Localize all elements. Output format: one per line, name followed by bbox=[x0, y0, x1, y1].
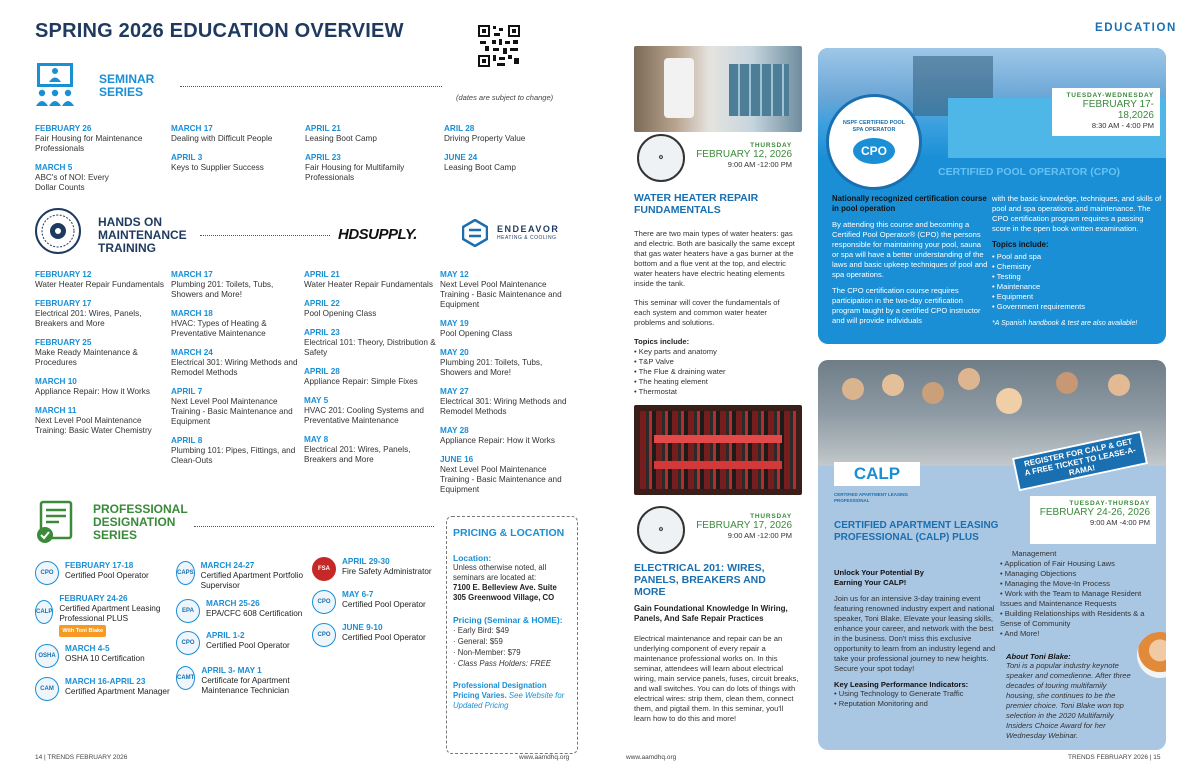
cpo-seal-icon bbox=[826, 94, 922, 190]
event-item[interactable] bbox=[440, 348, 574, 378]
cpo-topics bbox=[992, 252, 1162, 312]
pd-title: Fire Safety Administrator bbox=[342, 567, 432, 576]
hands-on-column-4 bbox=[440, 270, 574, 504]
event-item[interactable] bbox=[35, 270, 167, 290]
pd-pricing-note: Professional Designation Pricing Varies. bbox=[453, 681, 547, 700]
calp-item: • Managing Objections bbox=[1000, 569, 1160, 579]
pd-date: MAY 6-7 bbox=[342, 590, 374, 599]
event-date: MARCH 17 bbox=[171, 270, 213, 279]
event-title: Next Level Pool Maintenance Training - Basic Maintenance and Equipment bbox=[440, 280, 562, 309]
event-title: Electrical 301: Wiring Methods and Remodel Methods bbox=[440, 397, 567, 416]
electrical-title: ELECTRICAL 201: WIRES, PANELS, BREAKERS AND MORE bbox=[634, 562, 766, 598]
pd-column-1 bbox=[35, 561, 175, 701]
cpo-badge-icon: CPO bbox=[35, 561, 59, 585]
event-item[interactable] bbox=[305, 124, 437, 144]
seminar-column-2 bbox=[171, 124, 303, 182]
event-date: FEBRUARY 12, 2026 bbox=[696, 149, 792, 160]
event-date: FEBRUARY 25 bbox=[35, 338, 92, 347]
endeavor-sub: HEATING & COOLING bbox=[497, 235, 557, 241]
event-date: MARCH 17 bbox=[171, 124, 213, 133]
event-date: FEBRUARY 17-18,2026 bbox=[1082, 99, 1154, 121]
topic-item: • T&P Valve bbox=[634, 357, 796, 367]
calp-title: CERTIFIED APARTMENT LEASING PROFESSIONAL (CALP) PLUS bbox=[834, 520, 999, 543]
seminar-section-title bbox=[99, 73, 154, 99]
certificate-icon bbox=[35, 500, 77, 544]
indicator-item: • Reputation Monitoring and bbox=[834, 699, 996, 709]
event-item[interactable] bbox=[305, 153, 437, 183]
hands-on-title-line1: HANDS ON bbox=[98, 215, 163, 229]
event-time: 9:00 AM -12:00 PM bbox=[727, 531, 792, 540]
event-date: FEBRUARY 17 bbox=[35, 299, 92, 308]
event-date: JUNE 16 bbox=[440, 455, 474, 464]
event-title: Fair Housing for Multifamily Professionals bbox=[305, 163, 405, 182]
cpo-p1: By attending this course and becoming a Certified Pool Operator® (CPO) the persons responsible for maintaining your pool, sauna or spa will have a better understanding of the laws and basic upkeep techniques of pool and spa operations. bbox=[832, 220, 988, 279]
professional-section-title bbox=[93, 503, 188, 542]
hands-on-column-2 bbox=[171, 270, 303, 475]
register-banner[interactable]: REGISTER FOR CALP & GET A FREE TICKET TO LEASE-A-RAMA! bbox=[1012, 431, 1148, 492]
event-date: MARCH 10 bbox=[35, 377, 77, 386]
cpo-date-box bbox=[1052, 88, 1160, 136]
event-title: Plumbing 101: Pipes, Fittings, and Clean-Outs bbox=[171, 446, 296, 465]
event-date: MARCH 24 bbox=[171, 348, 213, 357]
event-item[interactable] bbox=[171, 270, 303, 300]
event-item[interactable] bbox=[35, 377, 167, 397]
event-item[interactable] bbox=[304, 270, 436, 290]
cpo-topics-heading: Topics include: bbox=[992, 240, 1049, 249]
cam-badge-icon: CAM bbox=[35, 677, 59, 701]
topic-item: • Government requirements bbox=[992, 302, 1162, 312]
event-time: 8:30 AM - 4:00 PM bbox=[1091, 121, 1154, 130]
pd-item[interactable] bbox=[176, 599, 308, 623]
event-day: THURSDAY bbox=[750, 142, 792, 149]
pricing-list bbox=[453, 625, 571, 669]
event-item[interactable] bbox=[35, 338, 167, 368]
topic-item: • Maintenance bbox=[992, 282, 1162, 292]
event-date: FEBRUARY 26 bbox=[35, 124, 92, 133]
event-item[interactable] bbox=[444, 124, 576, 144]
pd-title: Certified Pool Operator bbox=[342, 633, 426, 642]
calp-p1: Join us for an intensive 3-day training event featuring renowned industry expert and national speaker, Toni Blake. Elevate your leasing skills, enhance your career, and network with the best in the business. Don't miss this exclusive opportunity to learn from an industry legend and take your professional journey to new heights. Secure your spot today! bbox=[834, 594, 996, 673]
location-heading: Location: bbox=[453, 553, 492, 563]
calp-logo: CALP bbox=[834, 462, 920, 486]
qr-note: (dates are subject to change) bbox=[456, 93, 554, 102]
calp-logo-sub: CERTIFIED APARTMENT LEASING PROFESSIONAL bbox=[834, 492, 908, 503]
pd-date: MARCH 4-5 bbox=[65, 644, 110, 653]
electrical-body: Electrical maintenance and repair can be an underlying component of every repair a maintenance professional works on. In this seminar, attendees will learn about electrical wiring, main service panels, fuses, circuit breaks, and wall switches. You can do lots of things with electrical wires: strip them, clean them, connect them, and pigtail them. In this seminar, you'll learn how to do this and more! bbox=[634, 634, 799, 723]
water-heater-body bbox=[634, 229, 796, 397]
event-item[interactable] bbox=[35, 163, 167, 193]
cpo-badge-icon: CPO bbox=[312, 590, 336, 614]
professional-divider bbox=[194, 526, 434, 527]
footer-right-page: TRENDS FEBRUARY 2026 | 15 bbox=[1068, 754, 1161, 761]
price-general: · General: $59 bbox=[453, 636, 571, 647]
pd-item[interactable] bbox=[35, 677, 175, 701]
event-day: TUESDAY-WEDNESDAY bbox=[1066, 92, 1154, 99]
hd-supply-logo: HDSUPPLY. bbox=[338, 226, 417, 243]
event-title: HVAC: Types of Heating & Preventative Maintenance bbox=[171, 319, 267, 338]
professional-title-line1: PROFESSIONAL bbox=[93, 502, 188, 516]
event-title: Dealing with Difficult People bbox=[171, 134, 273, 143]
pricing-location-box bbox=[446, 516, 578, 754]
event-title: Next Level Pool Maintenance Training: Basic Water Chemistry bbox=[35, 416, 152, 435]
event-item[interactable] bbox=[304, 435, 436, 465]
event-date: APRIL 23 bbox=[304, 328, 340, 337]
event-item[interactable] bbox=[444, 153, 576, 173]
cpo-col2 bbox=[992, 194, 1162, 327]
cpo-note: *A Spanish handbook & test are also available! bbox=[992, 320, 1138, 327]
seminar-title-line1: SEMINAR bbox=[99, 72, 155, 86]
pd-item[interactable] bbox=[35, 561, 175, 585]
seminar-column-4 bbox=[444, 124, 576, 182]
event-item[interactable] bbox=[171, 124, 303, 144]
pd-column-2 bbox=[176, 561, 308, 696]
event-item[interactable] bbox=[171, 153, 303, 173]
pd-title: OSHA 10 Certification bbox=[65, 654, 145, 663]
water-heater-topics bbox=[634, 347, 796, 397]
event-item[interactable] bbox=[171, 436, 303, 466]
cpo-p3: with the basic knowledge, techniques, and skills of pool and spa operations and maintenance. The CPO certification program requires a passing score in the open book written examination. bbox=[992, 194, 1162, 233]
topic-item: • The Flue & draining water bbox=[634, 367, 796, 377]
pd-title: Certificate for Apartment Maintenance Technician bbox=[201, 676, 290, 695]
pd-date: APRIL 1-2 bbox=[206, 631, 245, 640]
topic-item: • Testing bbox=[992, 272, 1162, 282]
indicator-item: • Using Technology to Generate Traffic bbox=[834, 689, 996, 699]
toni-blake-tag: With Toni Blake bbox=[59, 625, 106, 637]
electrical-panel-photo bbox=[634, 405, 802, 495]
calp-lead: Unlock Your Potential By Earning Your CALP! bbox=[834, 568, 925, 587]
cpo-badge-icon: CPO bbox=[176, 631, 200, 655]
event-date: APRIL 3 bbox=[171, 153, 203, 162]
event-title: ABC's of NOI: Every Dollar Counts bbox=[35, 173, 109, 192]
event-date: APRIL 7 bbox=[171, 387, 203, 396]
water-heater-p2: This seminar will cover the fundamentals of each system and common water heater problems and solutions. bbox=[634, 298, 780, 327]
water-heater-date bbox=[690, 142, 792, 169]
electrical-subtitle: Gain Foundational Knowledge In Wiring, Panels, And Safe Repair Practices bbox=[634, 604, 788, 623]
event-item[interactable] bbox=[304, 367, 436, 387]
event-date: APRIL 8 bbox=[171, 436, 203, 445]
event-date: APRIL 21 bbox=[304, 270, 340, 279]
pd-title: Certified Pool Operator bbox=[342, 600, 426, 609]
hands-on-column-3 bbox=[304, 270, 436, 474]
pd-date: APRIL 3- MAY 1 bbox=[201, 666, 262, 675]
price-early-bird: · Early Bird: $49 bbox=[453, 625, 571, 636]
event-title: Plumbing 201: Toilets, Tubs, Showers and More! bbox=[171, 280, 274, 299]
about-heading: About Toni Blake: bbox=[1006, 652, 1071, 661]
event-day: TUESDAY-THURSDAY bbox=[1069, 500, 1150, 507]
water-heater-photo bbox=[634, 46, 802, 132]
event-day: THURSDAY bbox=[750, 513, 792, 520]
seminar-title-line2: SERIES bbox=[99, 85, 144, 99]
event-date: APRIL 28 bbox=[304, 367, 340, 376]
event-title: Next Level Pool Maintenance Training - Basic Maintenance and Equipment bbox=[440, 465, 562, 494]
event-date: ARIL 28 bbox=[444, 124, 475, 133]
pd-item[interactable] bbox=[35, 644, 175, 668]
hands-on-divider bbox=[200, 235, 330, 236]
event-date: MAY 12 bbox=[440, 270, 469, 279]
pd-item[interactable] bbox=[312, 557, 444, 581]
address-line1: 7100 E. Belleview Ave. Suite bbox=[453, 583, 557, 592]
pd-item[interactable] bbox=[176, 561, 308, 591]
hands-on-section-title bbox=[98, 216, 187, 255]
seminar-column-1 bbox=[35, 124, 167, 202]
topic-item: • Thermostat bbox=[634, 387, 796, 397]
topic-item: • Equipment bbox=[992, 292, 1162, 302]
pd-item[interactable] bbox=[35, 594, 175, 637]
event-time: 9:00 AM -12:00 PM bbox=[727, 160, 792, 169]
event-title: Electrical 201: Wires, Panels, Breakers and More bbox=[304, 445, 411, 464]
event-title: Next Level Pool Maintenance Training - Basic Maintenance and Equipment bbox=[171, 397, 293, 426]
calp-indicators bbox=[834, 689, 996, 709]
event-title: Driving Property Value bbox=[444, 134, 526, 143]
calp-item: • Building Relationships with Residents & a Sense of Community bbox=[1000, 609, 1160, 629]
footer-left-page: 14 | TRENDS FEBRUARY 2026 bbox=[35, 754, 128, 761]
fire-safety-badge-icon: FSA bbox=[312, 557, 336, 581]
footer-right-site[interactable]: www.aamdhq.org bbox=[626, 754, 677, 761]
pd-date: MARCH 16-APRIL 23 bbox=[65, 677, 146, 686]
cpo-lead: Nationally recognized certification course in pool operation bbox=[832, 194, 987, 213]
calp-item: • Managing the Move-In Process bbox=[1000, 579, 1160, 589]
cpo-title: CERTIFIED POOL OPERATOR (CPO) bbox=[938, 166, 1121, 178]
price-non-member: · Non-Member: $79 bbox=[453, 647, 571, 658]
event-item[interactable] bbox=[440, 455, 574, 495]
pd-date: APRIL 29-30 bbox=[342, 557, 390, 566]
topic-item: • The heating element bbox=[634, 377, 796, 387]
event-title: Water Heater Repair Fundamentals bbox=[304, 280, 433, 289]
calp-item: • Application of Fair Housing Laws bbox=[1000, 559, 1160, 569]
cpo-badge-icon: CPO bbox=[312, 623, 336, 647]
footer-left-site[interactable]: www.aamdhq.org bbox=[519, 754, 570, 761]
event-date: FEBRUARY 17, 2026 bbox=[696, 520, 792, 531]
seminar-column-3 bbox=[305, 124, 437, 192]
event-item[interactable] bbox=[440, 426, 574, 446]
professional-title-line2: DESIGNATION bbox=[93, 515, 176, 529]
event-item[interactable] bbox=[35, 406, 167, 436]
event-title: Pool Opening Class bbox=[304, 309, 377, 318]
professional-title-line3: SERIES bbox=[93, 528, 138, 542]
calp-item: • And More! bbox=[1000, 629, 1160, 639]
event-title: Make Ready Maintenance & Procedures bbox=[35, 348, 138, 367]
calp-indicators-heading: Key Leasing Performance Indicators: bbox=[834, 680, 969, 689]
event-title: HVAC 201: Cooling Systems and Preventative Maintenance bbox=[304, 406, 424, 425]
cpo-col1 bbox=[832, 194, 988, 326]
event-item[interactable] bbox=[171, 309, 303, 339]
event-item[interactable] bbox=[440, 270, 574, 310]
pd-title: Certified Apartment Leasing Professional PLUS bbox=[59, 604, 161, 623]
maintenance-seal-icon bbox=[35, 208, 81, 254]
event-item[interactable] bbox=[440, 319, 574, 339]
cpo-seal-text: NSPF CERTIFIED POOL SPA OPERATOR bbox=[842, 120, 906, 133]
electrical-date bbox=[690, 513, 792, 540]
calp-item: • Work with the Team to Manage Resident Issues and Maintenance Requests bbox=[1000, 589, 1160, 609]
event-item[interactable] bbox=[304, 328, 436, 358]
hands-on-column-1 bbox=[35, 270, 167, 445]
event-date: MARCH 5 bbox=[35, 163, 73, 172]
pd-item[interactable] bbox=[312, 590, 444, 614]
location-text: Unless otherwise noted, all seminars are located at: bbox=[453, 563, 547, 582]
calp-panel bbox=[818, 360, 1166, 750]
event-date: APRIL 23 bbox=[305, 153, 341, 162]
cpo-p2: The CPO certification course requires participation in the two-day certification program taught by a certified CPO instructor and will provide individuals bbox=[832, 286, 981, 325]
event-date: APRIL 21 bbox=[305, 124, 341, 133]
about-text: Toni is a popular industry keynote speaker and comedienne. After three decades of touring multifamily housing, she continues to be the premier choice. Toni Blake won top selection in the 2020 Multifamily Insiders Choice Award for her Wednesday Webinar. bbox=[1006, 661, 1131, 740]
water-heater-topics-heading: Topics include: bbox=[634, 337, 690, 346]
section-label: EDUCATION bbox=[1095, 22, 1177, 34]
page-title: SPRING 2026 EDUCATION OVERVIEW bbox=[35, 20, 404, 42]
pricing-heading: Pricing (Seminar & HOME): bbox=[453, 615, 563, 625]
water-heater-title: WATER HEATER REPAIR FUNDAMENTALS bbox=[634, 192, 759, 216]
price-class-pass: · Class Pass Holders: FREE bbox=[453, 658, 571, 669]
hands-on-title-line3: TRAINING bbox=[98, 241, 156, 255]
event-item[interactable] bbox=[304, 299, 436, 319]
hands-on-title-line2: MAINTENANCE bbox=[98, 228, 187, 242]
event-title: Fair Housing for Maintenance Professionals bbox=[35, 134, 143, 153]
event-date: APRIL 22 bbox=[304, 299, 340, 308]
camt-badge-icon: CAMT bbox=[176, 666, 195, 690]
pricing-title: PRICING & LOCATION bbox=[453, 527, 565, 539]
cpo-seal-mark: CPO bbox=[853, 138, 895, 164]
osha-badge-icon: OSHA bbox=[35, 644, 59, 668]
maintenance-seal-icon: ⚙ bbox=[637, 506, 685, 554]
event-date: MARCH 18 bbox=[171, 309, 213, 318]
pd-title: EPA/CFC 608 Certification bbox=[206, 609, 303, 618]
calp-col2 bbox=[1000, 549, 1160, 639]
pd-date: MARCH 24-27 bbox=[200, 561, 255, 570]
event-date: MAY 20 bbox=[440, 348, 469, 357]
event-title: Keys to Supplier Success bbox=[171, 163, 264, 172]
calp-col1 bbox=[834, 568, 996, 709]
event-title: Appliance Repair: How it Works bbox=[35, 387, 150, 396]
event-date: MAY 19 bbox=[440, 319, 469, 328]
event-date: MARCH 11 bbox=[35, 406, 77, 415]
event-title: Water Heater Repair Fundamentals bbox=[35, 280, 164, 289]
event-title: Leasing Boot Camp bbox=[305, 134, 377, 143]
pd-item[interactable] bbox=[176, 631, 308, 655]
endeavor-logo-icon bbox=[462, 219, 488, 247]
event-time: 9:00 AM -4:00 PM bbox=[1089, 518, 1150, 527]
event-item[interactable] bbox=[171, 348, 303, 378]
qr-code-icon[interactable] bbox=[477, 24, 521, 68]
endeavor-logo: ENDEAVOR bbox=[497, 224, 560, 234]
event-title: Plumbing 201: Toilets, Tubs, Showers and More! bbox=[440, 358, 543, 377]
event-title: Electrical 301: Wiring Methods and Remodel Methods bbox=[171, 358, 298, 377]
pd-column-3 bbox=[312, 557, 444, 647]
event-date: MAY 28 bbox=[440, 426, 469, 435]
topic-item: • Chemistry bbox=[992, 262, 1162, 272]
cpo-panel bbox=[818, 48, 1166, 344]
about-toni bbox=[1006, 652, 1136, 741]
pd-date: MARCH 25-26 bbox=[206, 599, 260, 608]
calp-col2-first: Management bbox=[1012, 549, 1057, 558]
caps-badge-icon: CAPS bbox=[176, 561, 195, 585]
event-date: FEBRUARY 12 bbox=[35, 270, 92, 279]
pd-date: FEBRUARY 17-18 bbox=[65, 561, 134, 570]
maintenance-seal-icon: ⚙ bbox=[637, 134, 685, 182]
event-title: Pool Opening Class bbox=[440, 329, 513, 338]
pd-date: JUNE 9-10 bbox=[342, 623, 383, 632]
epa-badge-icon: EPA bbox=[176, 599, 200, 623]
event-item[interactable] bbox=[171, 387, 303, 427]
event-title: Electrical 201: Wires, Panels, Breakers and More bbox=[35, 309, 142, 328]
calp-badge-icon: CALP bbox=[35, 600, 53, 624]
presentation-icon bbox=[35, 62, 75, 108]
pd-title: Certified Pool Operator bbox=[65, 571, 149, 580]
topic-item: • Pool and spa bbox=[992, 252, 1162, 262]
event-date: FEBRUARY 24-26, 2026 bbox=[1039, 507, 1150, 518]
pd-item[interactable] bbox=[312, 623, 444, 647]
event-item[interactable] bbox=[304, 396, 436, 426]
event-item[interactable] bbox=[440, 387, 574, 417]
event-date: MAY 27 bbox=[440, 387, 469, 396]
pd-title: Certified Pool Operator bbox=[206, 641, 290, 650]
pd-title: Certified Apartment Portfolio Supervisor bbox=[200, 571, 304, 590]
website-link[interactable]: See Website for Updated Pricing bbox=[453, 691, 565, 710]
calp-date-box bbox=[1030, 496, 1156, 544]
seminar-divider bbox=[180, 86, 442, 87]
event-date: MAY 8 bbox=[304, 435, 329, 444]
water-heater-p1: There are two main types of water heaters: gas and electric. Both are basically the same except that gas water heaters have a gas burner at the bottom and a flue vent at the top, and electric water heaters have electric heating elements inside the tank. bbox=[634, 229, 795, 288]
calp-col2-list bbox=[1000, 559, 1160, 639]
event-item[interactable] bbox=[35, 299, 167, 329]
event-item[interactable] bbox=[35, 124, 167, 154]
topic-item: • Key parts and anatomy bbox=[634, 347, 796, 357]
event-title: Appliance Repair: How it Works bbox=[440, 436, 555, 445]
event-date: MAY 5 bbox=[304, 396, 329, 405]
address-line2: 305 Greenwood Village, CO bbox=[453, 593, 555, 602]
event-title: Appliance Repair: Simple Fixes bbox=[304, 377, 418, 386]
pd-title: Certified Apartment Manager bbox=[65, 687, 170, 696]
pd-item[interactable] bbox=[176, 666, 308, 696]
event-title: Leasing Boot Camp bbox=[444, 163, 516, 172]
pd-date: FEBRUARY 24-26 bbox=[59, 594, 128, 603]
event-title: Electrical 101: Theory, Distribution & Safety bbox=[304, 338, 436, 357]
event-date: JUNE 24 bbox=[444, 153, 478, 162]
